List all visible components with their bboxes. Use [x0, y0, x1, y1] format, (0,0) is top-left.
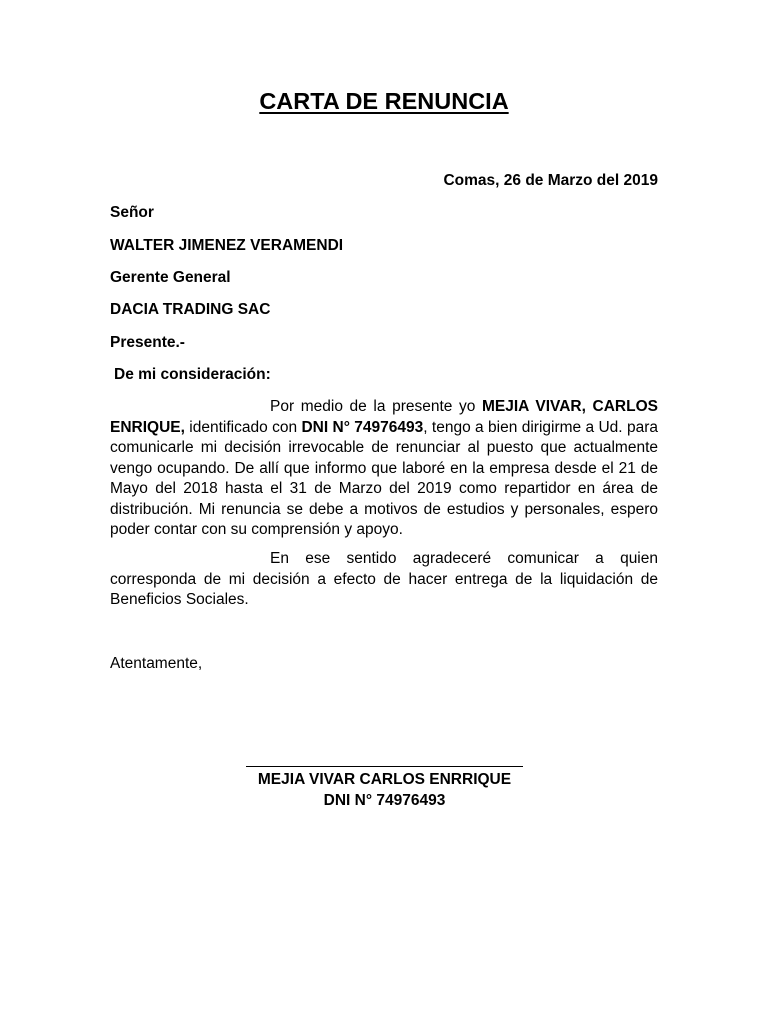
employee-name: MEJIA VIVAR, CARLOS ENRIQUE,	[110, 398, 658, 436]
paragraph-1-text-c: , tengo a bien dirigirme a Ud. para comunicarle mi decisión irrevocable de renunciar al puesto que actualmente vengo ocupando. De allí que informo que laboré en la empresa desde el 21 de Mayo del 2018 hasta el 31 de Marzo del 2019 como repartidor en área de distribución. Mi renuncia se debe a motivos de estudios y personales, espero poder contar con su comprensión y apoyo.	[110, 418, 658, 538]
signature-line	[246, 766, 523, 767]
recipient-presente: Presente.-	[110, 334, 185, 351]
greeting: De mi consideración:	[114, 366, 271, 383]
place-date: Comas, 26 de Marzo del 2019	[443, 172, 658, 189]
signature-dni: DNI N° 74976493	[323, 792, 446, 809]
recipient-company: DACIA TRADING SAC	[110, 301, 271, 318]
closing: Atentamente,	[110, 655, 203, 672]
recipient-salutation: Señor	[110, 204, 154, 221]
paragraph-1-text-b: identificado con	[184, 418, 302, 436]
recipient-position: Gerente General	[110, 269, 231, 286]
employee-dni: DNI N° 74976493	[301, 418, 424, 436]
signature-name: MEJIA VIVAR CARLOS ENRRIQUE	[257, 771, 512, 788]
body-paragraph-1	[110, 397, 658, 541]
recipient-name: WALTER JIMENEZ VERAMENDI	[110, 237, 344, 254]
letter-title	[0, 86, 768, 116]
paragraph-1-text-a: Por medio de la presente yo	[270, 398, 482, 415]
letter-title-text: CARTA DE RENUNCIA	[259, 88, 509, 114]
body-paragraph-2: En ese sentido agradeceré comunicar a quien corresponda de mi decisión a efecto de hacer entrega de la liquidación de Beneficios Sociales.	[110, 550, 658, 608]
